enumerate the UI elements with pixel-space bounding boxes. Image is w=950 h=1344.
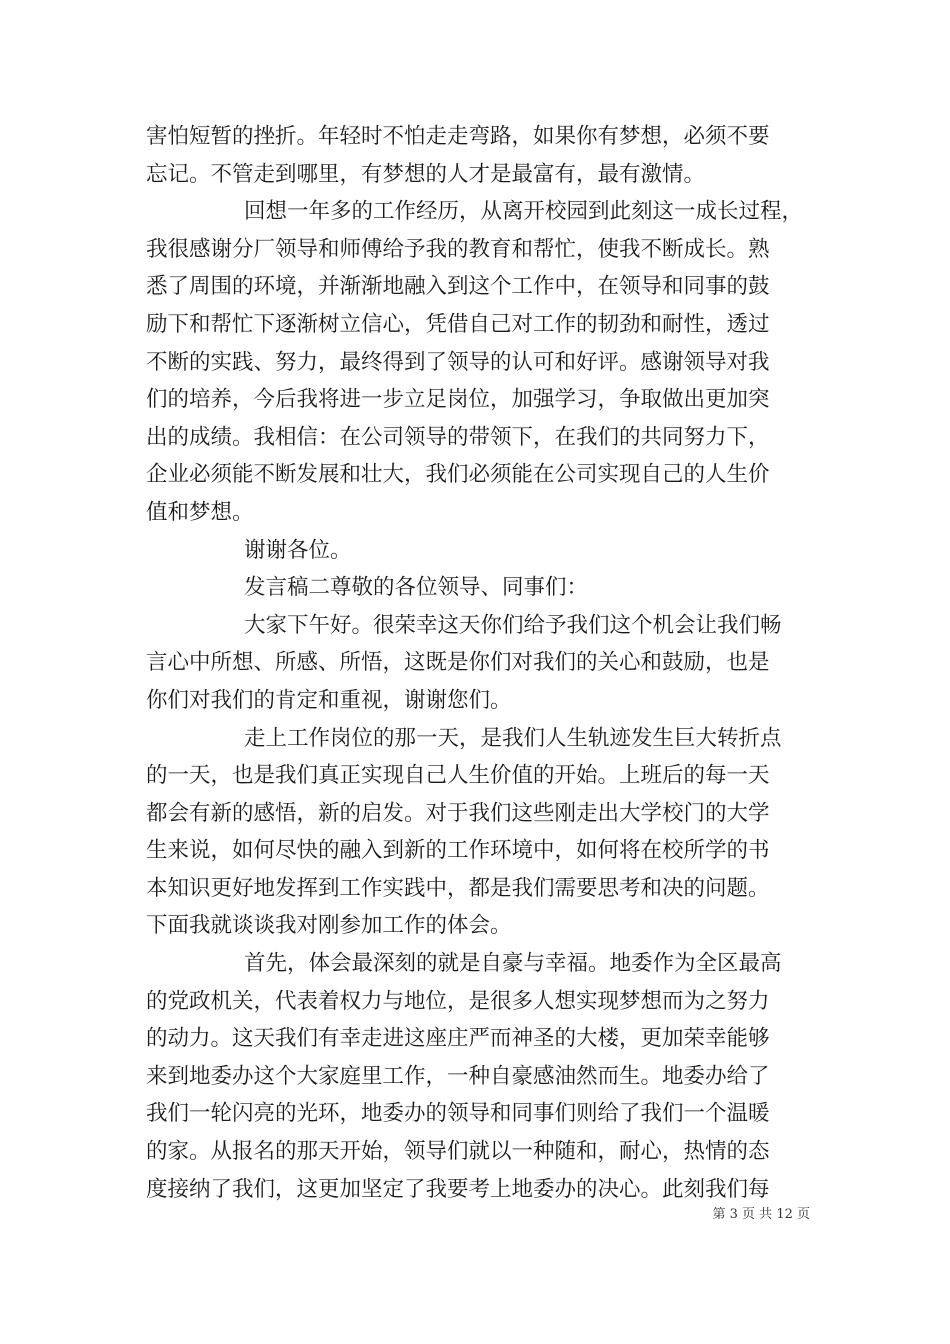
text-line: 出的成绩。我相信：在公司领导的带领下，在我们的共同努力下，: [146, 424, 770, 450]
text-line: 首先，体会最深刻的就是自豪与幸福。地委作为全区最高: [244, 951, 782, 977]
document-body: [146, 118, 814, 1208]
text-line: 来到地委办这个大家庭里工作，一种自豪感油然而生。地委办给了: [146, 1063, 770, 1089]
text-line: 回想一年多的工作经历，从离开校园到此刻这一成长过程，: [244, 199, 804, 225]
text-line: 大家下午好。很荣幸这天你们给予我们这个机会让我们畅: [244, 612, 782, 638]
text-line: 值和梦想。: [146, 499, 254, 525]
text-line: 发言稿二尊敬的各位领导、同事们：: [244, 575, 589, 601]
text-line: 我们一轮闪亮的光环，地委办的领导和同事们则给了我们一个温暖: [146, 1101, 770, 1127]
text-line: 你们对我们的肯定和重视，谢谢您们。: [146, 687, 512, 713]
text-line: 下面我就谈谈我对刚参加工作的体会。: [146, 913, 512, 939]
text-line: 的一天，也是我们真正实现自己人生价值的开始。上班后的每一天: [146, 763, 770, 789]
text-line: 谢谢各位。: [244, 537, 352, 563]
text-line: 本知识更好地发挥到工作实践中，都是我们需要思考和决的问题。: [146, 875, 770, 901]
text-line: 企业必须能不断发展和壮大，我们必须能在公司实现自己的人生价: [146, 462, 770, 488]
text-line: 的动力。这天我们有幸走进这座庄严而神圣的大楼，更加荣幸能够: [146, 1026, 770, 1052]
text-line: 悉了周围的环境，并渐渐地融入到这个工作中，在领导和同事的鼓: [146, 274, 770, 300]
text-line: 都会有新的感悟，新的启发。对于我们这些刚走出大学校门的大学: [146, 800, 770, 826]
text-line: 言心中所想、所感、所悟，这既是你们对我们的关心和鼓励，也是: [146, 650, 770, 676]
text-line: 励下和帮忙下逐渐树立信心，凭借自己对工作的韧劲和耐性，透过: [146, 311, 770, 337]
text-line: 们的培养，今后我将进一步立足岗位，加强学习，争取做出更加突: [146, 387, 770, 413]
text-line: 害怕短暂的挫折。年轻时不怕走走弯路，如果你有梦想，必须不要: [146, 124, 770, 149]
text-line: 走上工作岗位的那一天，是我们人生轨迹发生巨大转折点: [244, 725, 782, 751]
text-line: 不断的实践、努力，最终得到了领导的认可和好评。感谢领导对我: [146, 349, 770, 375]
page-number: 第 3 页 共 12 页: [712, 1207, 810, 1222]
text-line: 忘记。不管走到哪里，有梦想的人才是最富有，最有激情。: [146, 161, 706, 187]
text-line: 生来说，如何尽快的融入到新的工作环境中，如何将在校所学的书: [146, 838, 770, 864]
text-line: 的党政机关，代表着权力与地位，是很多人想实现梦想而为之努力: [146, 988, 770, 1014]
text-line: 我很感谢分厂领导和师傅给予我的教育和帮忙，使我不断成长。熟: [146, 236, 770, 262]
text-line: 的家。从报名的那天开始，领导们就以一种随和，耐心，热情的态: [146, 1139, 770, 1165]
text-line: 度接纳了我们，这更加坚定了我要考上地委办的决心。此刻我们每: [146, 1176, 770, 1202]
